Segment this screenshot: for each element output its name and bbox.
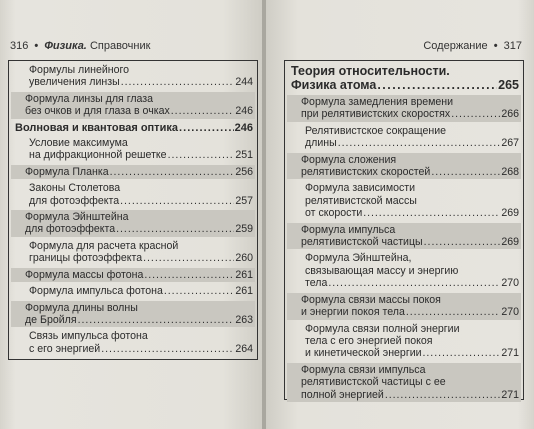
toc-page-number: 261 [235,285,253,298]
toc-entry-text: связывающая массу и энергию [305,264,459,277]
dot-leader [423,347,501,359]
toc-page-number: 263 [235,313,253,326]
dot-leader [110,166,235,178]
toc-page-number: 259 [235,223,253,236]
toc-entry[interactable] [291,125,519,150]
dot-leader [101,343,234,355]
toc-entry-last-line [305,277,519,289]
dot-leader [363,207,500,219]
toc-entry-text: Формулы линейного [29,64,130,76]
toc-entry[interactable] [11,268,255,282]
dot-leader [121,76,235,88]
toc-entry-text: Теория относительности. [291,64,450,78]
toc-page-number: 271 [501,347,519,360]
toc-entry-text: при релятивистских скоростях [301,108,451,121]
toc-page-number: 267 [501,137,519,150]
toc-page-number: 271 [501,388,519,401]
toc-page-number: 269 [501,236,519,249]
toc-entry-text: де Бройля [25,313,77,326]
toc-entry-text: и энергии покоя тела [301,306,405,319]
dot-leader [328,277,500,289]
table-of-contents [8,60,258,360]
toc-entry-last-line [29,343,253,355]
toc-entry-last-line [305,207,519,219]
toc-entry-text: Формула длины волны [25,301,138,314]
dot-leader [78,314,235,326]
toc-entry-last-line [29,195,253,207]
toc-entry-text: Релятивистское сокращение [305,124,447,137]
page-number: 317 [503,40,522,52]
toc-entry[interactable] [287,223,521,250]
left-page [0,0,262,429]
toc-entry-text: релятивистской частицы с ее [301,376,446,389]
toc-entry-text: Законы Столетова [29,182,121,195]
toc-entry-text: с его энергией [29,342,101,355]
toc-entry-text: тела с его энергией покоя [305,334,433,347]
left-page-header [10,40,150,52]
toc-page-number: 261 [235,268,253,281]
toc-entry-text: Условие максимума [29,137,128,150]
dot-leader [179,122,234,134]
toc-entry-text: полной энергией [301,388,384,401]
dot-leader [338,137,501,149]
toc-entry-text: Формула линзы для глаза [25,92,154,105]
toc-entry-text: Формула Планка [25,165,109,178]
toc-entry-text: увеличения линзы [29,76,120,89]
toc-entry[interactable] [287,363,521,402]
toc-entry-text: Формула Эйнштейна [25,211,129,224]
toc-entry-last-line [305,137,519,149]
dot-leader [120,195,234,207]
toc-entry-last-line [25,105,253,117]
toc-page-number: 264 [235,342,253,355]
toc-page-number: 246 [235,105,253,118]
section-title: Содержание [423,40,488,52]
toc-entry[interactable] [11,301,255,328]
toc-entry-text: Формула связи импульса [301,363,426,376]
toc-entry-last-line [15,122,253,134]
dot-leader [377,78,497,92]
toc-entry-text: Формула импульса фотона [29,285,163,298]
book-subtitle: Справочник [89,40,151,52]
dot-leader [143,252,234,264]
toc-entry-text: Связь импульса фотона [29,330,148,343]
toc-entry-last-line [25,314,253,326]
header-bullet: • [493,40,498,52]
toc-entry-last-line [301,166,519,178]
dot-leader [171,105,235,117]
toc-entry[interactable] [287,293,521,320]
toc-entry-last-line [301,108,519,120]
toc-entry-text: на дифракционной решетке [29,149,167,162]
toc-entry-text: Формула Эйнштейна, [305,252,412,265]
dot-leader [424,236,501,248]
toc-entry-last-line [301,389,519,401]
toc-page-number: 270 [501,306,519,319]
dot-leader [451,108,500,120]
toc-entry[interactable] [11,165,255,179]
book-title: Физика. [44,40,87,52]
toc-entry-text: тела [305,277,328,290]
toc-entry[interactable] [15,330,253,355]
dot-leader [116,223,234,235]
toc-page-number: 266 [501,108,519,121]
dot-leader [168,149,235,161]
toc-entry-text: для фотоэффекта [25,223,116,236]
toc-entry[interactable] [15,240,253,265]
toc-entry-last-line [301,306,519,318]
toc-entry[interactable] [291,252,519,289]
toc-page-number: 257 [235,194,253,207]
toc-entry-text: без очков и для глаза в очках [25,105,170,118]
toc-entry[interactable] [287,153,521,180]
toc-entry-text: Формула сложения [301,153,397,166]
toc-entry-text: Формула замедления времени [301,96,454,108]
toc-entry[interactable] [15,182,253,207]
toc-page-number: 268 [501,166,519,179]
toc-page-number: 269 [501,207,519,220]
toc-entry-last-line [29,76,253,88]
toc-entry-last-line [29,285,253,297]
dot-leader [164,285,234,297]
toc-entry-text: релятивистских скоростей [301,166,431,179]
toc-entry-text: Формула для расчета красной [29,239,179,252]
toc-entry-text: релятивистской частицы [301,236,423,249]
toc-entry-text: Волновая и квантовая оптика [15,121,178,134]
toc-entry[interactable] [11,210,255,237]
toc-entry-last-line [301,236,519,248]
toc-entry-text: Формула импульса [301,223,396,236]
toc-entry[interactable] [291,323,519,360]
dot-leader [431,166,500,178]
toc-entry-text: от скорости [305,207,363,220]
toc-entry[interactable] [15,64,253,89]
dot-leader [144,269,234,281]
toc-entry-text: Формула зависимости [305,182,416,195]
toc-page-number: 256 [235,165,253,178]
right-page-header [423,40,522,52]
toc-entry-last-line [25,269,253,281]
dot-leader [406,306,500,318]
toc-entry-last-line [29,252,253,264]
toc-entry-text: границы фотоэффекта [29,252,143,265]
table-of-contents [284,60,524,400]
toc-entry[interactable] [15,285,253,297]
toc-page-number: 270 [501,277,519,290]
toc-entry[interactable] [11,92,255,119]
toc-entry-text: релятивистской массы [305,194,417,207]
toc-entry[interactable] [291,182,519,219]
toc-entry[interactable] [15,137,253,162]
header-bullet: • [34,40,39,52]
toc-page-number: 265 [498,78,519,92]
toc-entry-last-line [305,347,519,359]
toc-entry-last-line [29,149,253,161]
toc-entry[interactable] [291,64,519,92]
toc-entry[interactable] [15,122,253,134]
toc-entry-text: длины [305,137,337,150]
toc-entry-text: Формула связи массы покоя [301,293,441,306]
dot-leader [385,389,501,401]
toc-entry-text: Формула массы фотона [25,268,144,281]
toc-entry-text: и кинетической энергии [305,347,422,360]
toc-page-number: 251 [235,149,253,162]
toc-entry-text: для фотоэффекта [29,194,120,207]
toc-entry[interactable] [287,95,521,122]
toc-entry-last-line [25,166,253,178]
toc-entry-text: Формула связи полной энергии [305,322,460,335]
toc-entry-text: Физика атома [291,78,377,92]
right-page [266,0,534,429]
toc-entry-last-line [291,78,519,92]
page-number: 316 [10,40,29,52]
toc-entry-last-line [25,223,253,235]
toc-page-number: 246 [234,121,253,134]
toc-page-number: 244 [235,76,253,89]
toc-page-number: 260 [235,252,253,265]
